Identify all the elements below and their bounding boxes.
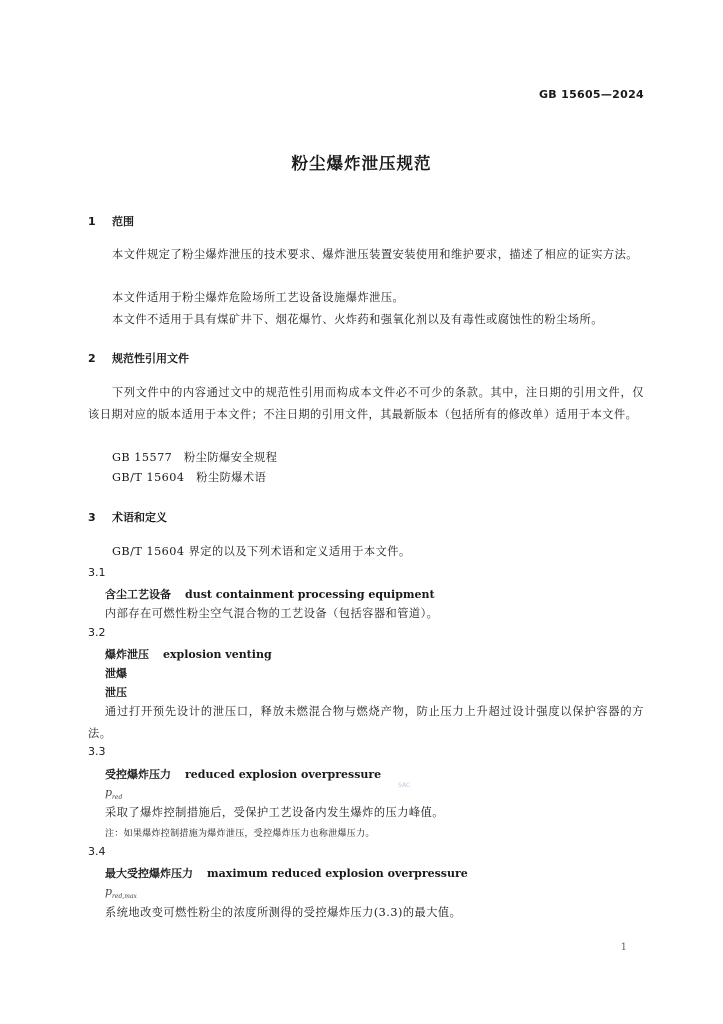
term-zh: 受控爆炸压力 [105, 768, 171, 781]
term-definition: 系统地改变可燃性粉尘的浓度所测得的受控爆炸压力(3.3)的最大值。 [105, 906, 462, 919]
section-number: 2 [88, 352, 96, 365]
term-entry [105, 646, 272, 662]
section-title: 范围 [112, 215, 134, 228]
paragraph: 本文件适用于粉尘爆炸危险场所工艺设备设施爆炸泄压。 [112, 291, 405, 304]
term-zh: 最大受控爆炸压力 [105, 867, 193, 880]
term-zh: 爆炸泄压 [105, 648, 149, 661]
section-heading-scope [88, 213, 134, 229]
section-heading-terms [88, 509, 167, 525]
term-synonym: 泄压 [105, 686, 127, 699]
watermark-logo: SAC [398, 782, 411, 789]
term-definition: 内部存在可燃性粉尘空气混合物的工艺设备（包括容器和管道）。 [105, 607, 439, 620]
paragraph: 本文件不适用于具有煤矿井下、烟花爆竹、火炸药和强氧化剂以及有毒性或腐蚀性的粉尘场所。 [112, 313, 603, 326]
section-number: 1 [88, 215, 96, 228]
term-en: dust containment processing equipment [185, 588, 435, 601]
term-definition: 采取了爆炸控制措施后，受保护工艺设备内发生爆炸的压力峰值。 [105, 806, 444, 819]
document-title: 粉尘爆炸泄压规范 [291, 154, 432, 173]
term-number: 3.1 [88, 566, 106, 579]
symbol-subscript: red,max [112, 893, 137, 901]
term-entry [105, 865, 468, 881]
page-number: 1 [620, 942, 627, 953]
term-number: 3.3 [88, 745, 106, 758]
term-symbol [105, 885, 137, 900]
section-number: 3 [88, 511, 96, 524]
section-title: 术语和定义 [112, 511, 167, 524]
paragraph: GB/T 15604 界定的以及下列术语和定义适用于本文件。 [112, 545, 411, 558]
paragraph: 下列文件中的内容通过文中的规范性引用而构成本文件必不可少的条款。其中，注日期的引用文件，仅该日期对应的版本适用于本文件；不注日期的引用文件，其最新版本（包括所有的修改单）适用于本文件。 [88, 386, 644, 421]
paragraph: 本文件规定了粉尘爆炸泄压的技术要求、爆炸泄压装置安装使用和维护要求，描述了相应的证实方法。 [112, 248, 638, 261]
term-entry [105, 586, 435, 602]
term-note: 注：如果爆炸控制措施为爆炸泄压，受控爆炸压力也称泄爆压力。 [105, 829, 375, 839]
term-en: maximum reduced explosion overpressure [207, 867, 468, 880]
term-number: 3.2 [88, 626, 106, 639]
term-number: 3.4 [88, 845, 106, 858]
term-zh: 含尘工艺设备 [105, 588, 171, 601]
symbol-letter: p [105, 885, 113, 898]
standard-code: GB 15605—2024 [538, 88, 644, 101]
symbol-subscript: red [112, 794, 123, 802]
symbol-letter: p [105, 786, 113, 799]
term-symbol [105, 786, 122, 801]
section-title: 规范性引用文件 [112, 352, 189, 365]
term-synonym: 泄爆 [105, 667, 127, 680]
term-definition: 通过打开预先设计的泄压口，释放未燃混合物与燃烧产物，防止压力上升超过设计强度以保护容器的方法。 [88, 705, 644, 740]
term-en: reduced explosion overpressure [185, 768, 382, 781]
section-heading-normative-references [88, 350, 189, 366]
reference-item: GB/T 15604 粉尘防爆术语 [112, 471, 267, 484]
reference-item: GB 15577 粉尘防爆安全规程 [112, 451, 278, 464]
term-entry [105, 766, 381, 782]
term-en: explosion venting [163, 648, 272, 661]
